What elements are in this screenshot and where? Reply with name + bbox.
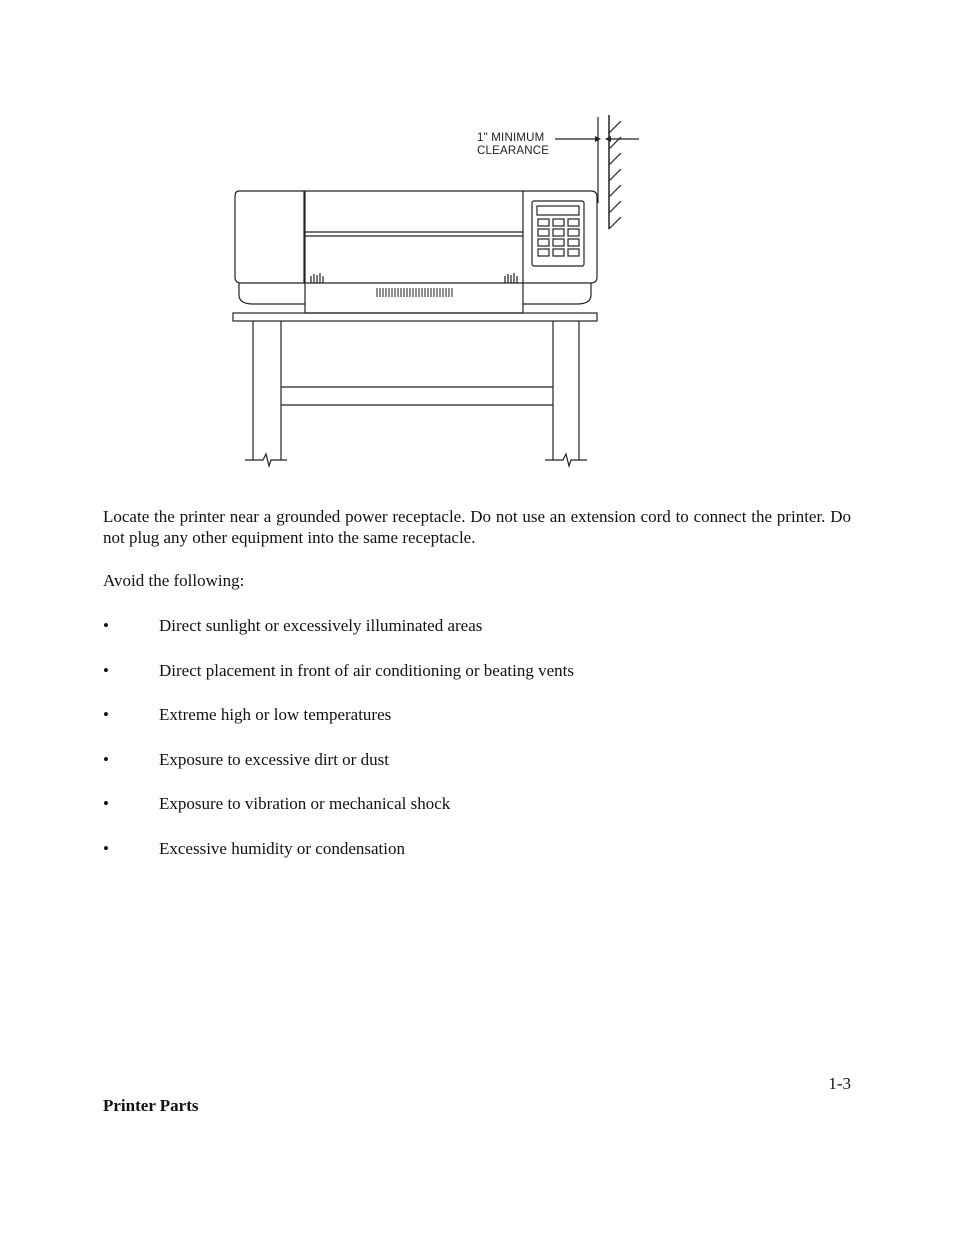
- list-item: [103, 793, 851, 838]
- section-heading: Printer Parts: [103, 1096, 199, 1115]
- bullet-icon: •: [103, 705, 109, 725]
- list-item-text: Direct placement in front of air conditioning or beating vents: [159, 660, 574, 680]
- list-item: [103, 749, 851, 794]
- printer-stand-table: [233, 313, 597, 466]
- list-item: [103, 704, 851, 749]
- list-item: [103, 838, 851, 883]
- bullet-icon: •: [103, 660, 109, 680]
- bullet-icon: •: [103, 794, 109, 814]
- power-receptacle-paragraph: Locate the printer near a grounded power receptacle. Do not use an extension cord to connect the printer. Do not plug any other equipment into the same receptacle.: [103, 507, 851, 547]
- control-panel: [532, 201, 584, 266]
- printer-illustration: [225, 105, 655, 475]
- bullet-icon: •: [103, 749, 109, 769]
- printer-clearance-figure: [225, 105, 655, 475]
- clearance-callout-line2: CLEARANCE: [477, 145, 550, 157]
- bullet-icon: •: [103, 838, 109, 858]
- list-item: [103, 660, 851, 705]
- clearance-arrow-left: [555, 136, 601, 142]
- list-item-text: Direct sunlight or excessively illuminated areas: [159, 616, 483, 635]
- avoid-list: [103, 615, 851, 883]
- bullet-icon: •: [103, 616, 109, 635]
- list-item-text: Exposure to vibration or mechanical shock: [159, 794, 451, 814]
- list-item: [103, 615, 851, 660]
- clearance-arrow-right: [605, 136, 639, 142]
- list-item-text: Exposure to excessive dirt or dust: [159, 749, 389, 769]
- wall-hatching: [609, 115, 621, 229]
- printer-body: [235, 191, 597, 313]
- avoid-heading: Avoid the following:: [103, 571, 245, 590]
- list-item-text: Excessive humidity or condensation: [159, 838, 405, 858]
- list-item-text: Extreme high or low temperatures: [159, 705, 392, 725]
- clearance-callout-line1: 1" MINIMUM: [477, 132, 545, 144]
- page-number: 1-3: [828, 1074, 851, 1093]
